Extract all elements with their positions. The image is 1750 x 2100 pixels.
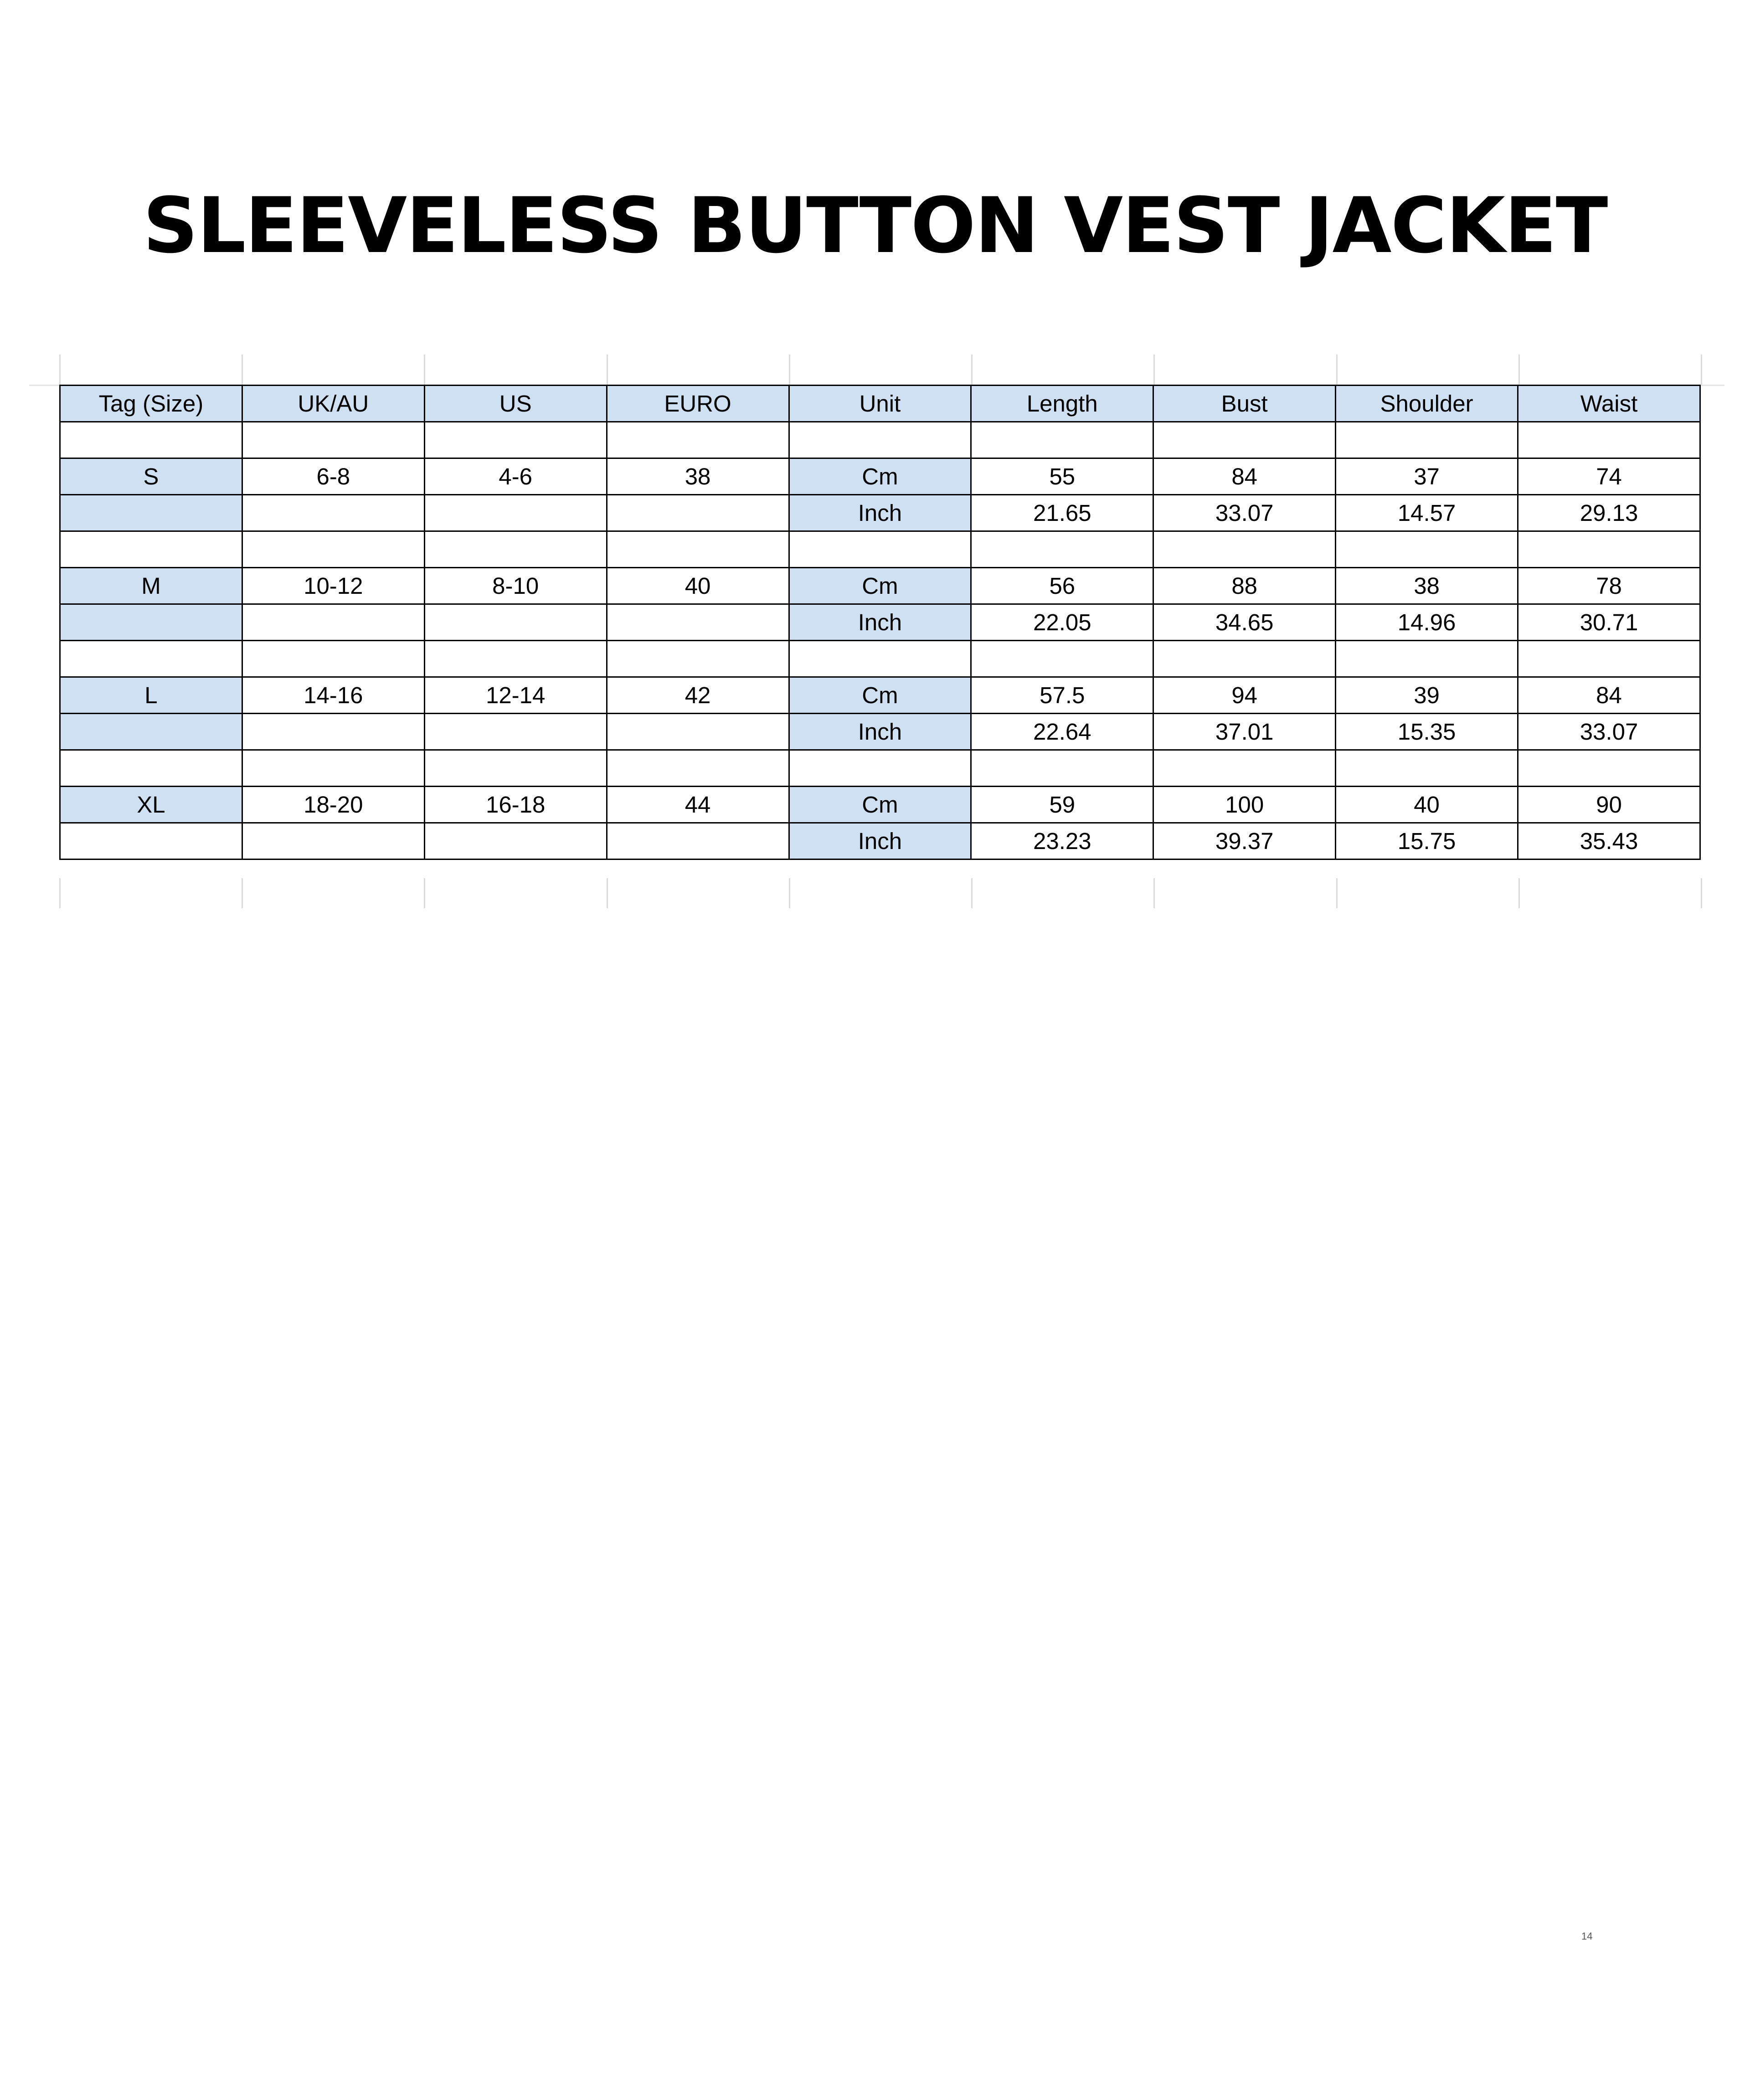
table-cell — [789, 641, 971, 677]
size-chart-table — [59, 385, 1701, 860]
table-cell — [242, 750, 424, 787]
table-cell: Inch — [789, 604, 971, 641]
table-cell: 14.96 — [1336, 604, 1518, 641]
table-cell: M — [60, 568, 242, 604]
table-cell: Cm — [789, 677, 971, 714]
table-row — [60, 531, 1700, 568]
table-cell: Inch — [789, 823, 971, 860]
sheet-gridline — [1336, 355, 1338, 385]
table-cell — [1336, 422, 1518, 458]
table-cell: 29.13 — [1518, 495, 1700, 531]
table-cell: 10-12 — [242, 568, 424, 604]
table-cell — [424, 495, 607, 531]
table-cell: 34.65 — [1153, 604, 1336, 641]
table-cell — [60, 422, 242, 458]
table-cell — [242, 422, 424, 458]
table-cell — [424, 750, 607, 787]
table-cell: Inch — [789, 714, 971, 750]
page-number: 14 — [1581, 1930, 1593, 1942]
table-cell: 14-16 — [242, 677, 424, 714]
table-cell: 37 — [1336, 458, 1518, 495]
sheet-gridline — [1518, 878, 1520, 908]
table-cell: 78 — [1518, 568, 1700, 604]
table-cell: 37.01 — [1153, 714, 1336, 750]
table-cell — [60, 604, 242, 641]
sheet-gridline — [789, 355, 790, 385]
table-row — [60, 568, 1700, 604]
table-cell: Cm — [789, 787, 971, 823]
column-header: Length — [971, 386, 1153, 422]
table-cell: 18-20 — [242, 787, 424, 823]
column-header: Unit — [789, 386, 971, 422]
sheet-gridline — [789, 878, 790, 908]
table-cell — [607, 422, 789, 458]
sheet-gridlines-top — [59, 355, 1701, 385]
sheet-gridline — [607, 878, 608, 908]
table-cell: 16-18 — [424, 787, 607, 823]
sheet-gridline — [1153, 355, 1155, 385]
table-cell — [1518, 422, 1700, 458]
table-cell — [789, 750, 971, 787]
table-cell: 15.35 — [1336, 714, 1518, 750]
table-cell — [789, 531, 971, 568]
sheet-gridline — [242, 355, 243, 385]
table-cell — [242, 531, 424, 568]
table-cell: 22.64 — [971, 714, 1153, 750]
table-cell — [607, 495, 789, 531]
column-header: Shoulder — [1336, 386, 1518, 422]
table-cell: 30.71 — [1518, 604, 1700, 641]
table-row — [60, 677, 1700, 714]
table-cell — [1336, 750, 1518, 787]
table-cell: 74 — [1518, 458, 1700, 495]
table-cell — [1518, 641, 1700, 677]
sheet-gridline — [1701, 878, 1702, 908]
table-cell: 84 — [1153, 458, 1336, 495]
table-cell — [424, 823, 607, 860]
table-cell: 90 — [1518, 787, 1700, 823]
table-cell: 56 — [971, 568, 1153, 604]
table-cell: 42 — [607, 677, 789, 714]
table-cell — [60, 750, 242, 787]
table-cell — [1153, 750, 1336, 787]
table-row — [60, 604, 1700, 641]
table-cell — [60, 531, 242, 568]
table-cell — [60, 641, 242, 677]
table-cell: 6-8 — [242, 458, 424, 495]
column-header: EURO — [607, 386, 789, 422]
table-cell — [971, 422, 1153, 458]
table-cell: 8-10 — [424, 568, 607, 604]
table-cell: 40 — [607, 568, 789, 604]
document-title: SLEEVELESS BUTTON VEST JACKET — [143, 181, 1607, 270]
table-cell: 23.23 — [971, 823, 1153, 860]
table-cell — [971, 531, 1153, 568]
table-cell: 35.43 — [1518, 823, 1700, 860]
column-header: Waist — [1518, 386, 1700, 422]
sheet-gridline — [424, 355, 425, 385]
sheet-gridlines-bottom — [59, 878, 1701, 908]
table-cell — [607, 531, 789, 568]
table-cell — [424, 714, 607, 750]
table-cell: 21.65 — [971, 495, 1153, 531]
table-cell: 100 — [1153, 787, 1336, 823]
table-cell — [1336, 531, 1518, 568]
table-header-row — [60, 386, 1700, 422]
table-row — [60, 750, 1700, 787]
sheet-gridline — [59, 355, 61, 385]
table-cell — [424, 531, 607, 568]
table-cell: 12-14 — [424, 677, 607, 714]
table-cell — [971, 750, 1153, 787]
sheet-gridline — [242, 878, 243, 908]
table-cell: 55 — [971, 458, 1153, 495]
table-cell — [1153, 531, 1336, 568]
table-cell: 14.57 — [1336, 495, 1518, 531]
column-header: Bust — [1153, 386, 1336, 422]
table-cell — [60, 495, 242, 531]
table-cell — [424, 604, 607, 641]
table-cell — [424, 641, 607, 677]
table-cell: 33.07 — [1153, 495, 1336, 531]
sheet-gridline — [971, 878, 973, 908]
column-header: US — [424, 386, 607, 422]
table-cell — [424, 422, 607, 458]
sheet-gridline — [59, 878, 61, 908]
table-cell: Cm — [789, 458, 971, 495]
sheet-gridline — [1153, 878, 1155, 908]
table-row — [60, 458, 1700, 495]
table-cell — [1518, 750, 1700, 787]
sheet-gridline — [424, 878, 425, 908]
table-cell: 84 — [1518, 677, 1700, 714]
table-cell: 39.37 — [1153, 823, 1336, 860]
sheet-gridline — [607, 355, 608, 385]
table-cell: 15.75 — [1336, 823, 1518, 860]
sheet-gridline — [1518, 355, 1520, 385]
table-cell — [60, 823, 242, 860]
column-header: UK/AU — [242, 386, 424, 422]
table-row — [60, 787, 1700, 823]
table-cell — [971, 641, 1153, 677]
table-cell: Cm — [789, 568, 971, 604]
table-cell: 33.07 — [1518, 714, 1700, 750]
sheet-gridline — [1336, 878, 1338, 908]
table-cell — [242, 495, 424, 531]
table-cell: 4-6 — [424, 458, 607, 495]
table-row — [60, 422, 1700, 458]
table-cell — [242, 641, 424, 677]
table-cell: 40 — [1336, 787, 1518, 823]
table-cell: Inch — [789, 495, 971, 531]
table-cell — [1518, 531, 1700, 568]
table-cell — [1336, 641, 1518, 677]
table-cell — [242, 714, 424, 750]
table-cell: 38 — [607, 458, 789, 495]
table-row — [60, 495, 1700, 531]
table-cell: 94 — [1153, 677, 1336, 714]
table-cell — [242, 823, 424, 860]
table-cell: XL — [60, 787, 242, 823]
table-cell: 59 — [971, 787, 1153, 823]
table-row — [60, 823, 1700, 860]
table-cell — [607, 750, 789, 787]
table-cell — [789, 422, 971, 458]
sheet-gridline — [1701, 355, 1702, 385]
table-cell: 57.5 — [971, 677, 1153, 714]
table-row — [60, 714, 1700, 750]
table-cell: S — [60, 458, 242, 495]
table-cell — [607, 823, 789, 860]
table-cell — [607, 604, 789, 641]
table-cell: 39 — [1336, 677, 1518, 714]
table-cell — [1153, 641, 1336, 677]
table-cell: 38 — [1336, 568, 1518, 604]
table-cell: 22.05 — [971, 604, 1153, 641]
table-cell — [607, 641, 789, 677]
table-row — [60, 641, 1700, 677]
table-cell — [607, 714, 789, 750]
table-cell: 88 — [1153, 568, 1336, 604]
table-cell — [1153, 422, 1336, 458]
table-cell — [242, 604, 424, 641]
sheet-gridline — [971, 355, 973, 385]
table-cell — [60, 714, 242, 750]
column-header: Tag (Size) — [60, 386, 242, 422]
table-cell: 44 — [607, 787, 789, 823]
table-cell: L — [60, 677, 242, 714]
